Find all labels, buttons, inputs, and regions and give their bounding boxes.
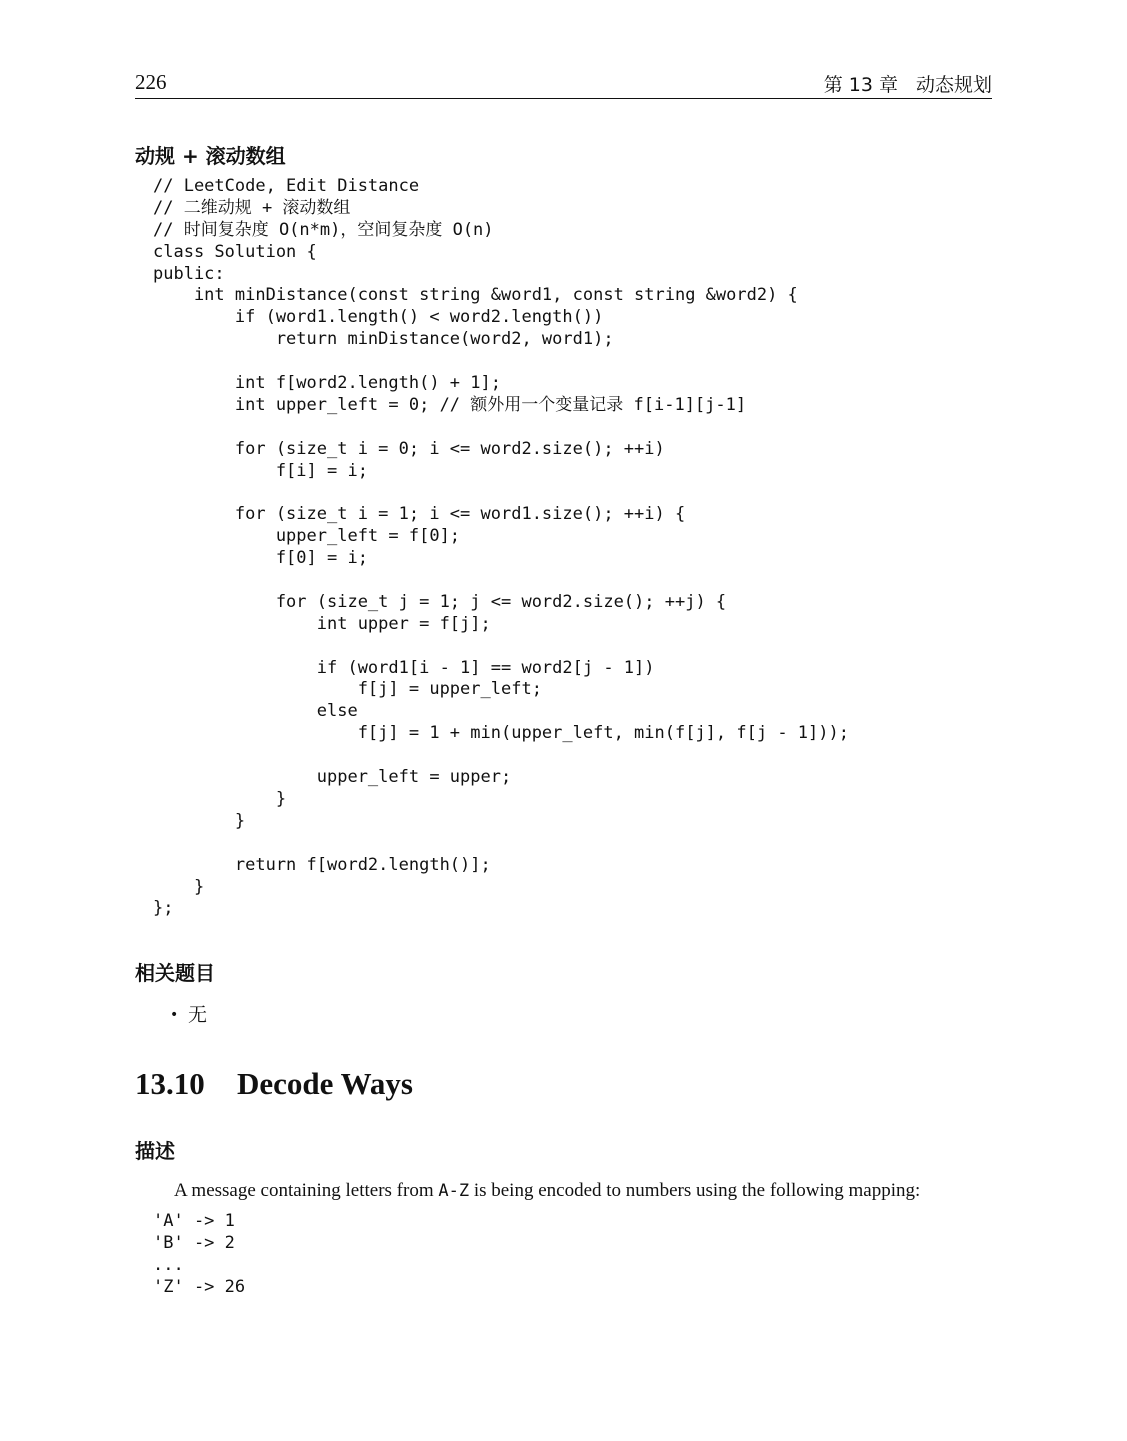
code-line: if (word1.length() < word2.length()): [153, 307, 604, 328]
code-line: [153, 833, 849, 855]
description-paragraph: [174, 1180, 920, 1202]
code-line: [153, 745, 849, 767]
code-line: // 时间复杂度 O(n*m)，空间复杂度 O(n): [153, 219, 494, 240]
code-line: }: [153, 876, 205, 897]
section-heading-rolling-array: 动规 + 滚动数组: [135, 144, 286, 168]
code-line: for (size_t i = 1; i <= word1.size(); ++i) {: [153, 504, 686, 525]
chapter-label: [824, 70, 992, 97]
code-line: public:: [153, 263, 225, 284]
code-line: // 二维动规 + 滚动数组: [153, 197, 351, 218]
code-line: 'Z' -> 26: [153, 1276, 246, 1297]
related-problems-list: [170, 1000, 207, 1027]
paragraph-inline-code: A-Z: [438, 1181, 470, 1201]
page-number: 226: [135, 70, 167, 94]
code-line: for (size_t j = 1; j <= word2.size(); ++j) {: [153, 591, 727, 612]
code-line: int minDistance(const string &word1, const string &word2) {: [153, 285, 798, 306]
page-header: [135, 68, 992, 99]
code-line: [153, 417, 849, 439]
related-problems-heading: 相关题目: [135, 961, 215, 985]
code-line: f[j] = 1 + min(upper_left, min(f[j], f[j - 1]));: [153, 723, 849, 744]
code-line: ...: [153, 1254, 184, 1275]
code-line: }: [153, 810, 246, 831]
code-line: upper_left = f[0];: [153, 526, 461, 547]
code-line: return minDistance(word2, word1);: [153, 329, 614, 350]
code-line: 'A' -> 1: [153, 1211, 235, 1231]
code-line: if (word1[i - 1] == word2[j - 1]): [153, 657, 655, 678]
bullet-icon: •: [170, 1007, 179, 1023]
section-title: [135, 1066, 413, 1102]
section-number: 13.10: [135, 1066, 205, 1101]
code-line: f[0] = i;: [153, 548, 368, 569]
code-line: f[j] = upper_left;: [153, 679, 542, 700]
code-line: upper_left = upper;: [153, 767, 512, 788]
code-line: [153, 570, 849, 592]
code-line: for (size_t i = 0; i <= word2.size(); ++i): [153, 438, 665, 459]
code-line: int upper_left = 0; // 额外用一个变量记录 f[i-1][j-1]: [153, 394, 747, 415]
list-item-text: 无: [188, 1004, 208, 1026]
code-line: [153, 636, 849, 658]
paragraph-text-after: is being encoded to numbers using the following mapping:: [469, 1180, 921, 1201]
code-line: [153, 482, 849, 504]
code-line: };: [153, 898, 174, 919]
code-line: else: [153, 701, 358, 722]
code-line: int upper = f[j];: [153, 613, 491, 634]
code-block-mapping: [153, 1211, 245, 1299]
chapter-number: 第 13 章: [823, 74, 898, 96]
code-line: class Solution {: [153, 241, 317, 262]
code-line: [153, 351, 849, 373]
paragraph-text-before: A message containing letters from: [174, 1180, 439, 1201]
code-line: int f[word2.length() + 1];: [153, 373, 501, 394]
description-heading: 描述: [135, 1139, 175, 1163]
code-block-edit-distance: [153, 176, 849, 920]
list-item: [170, 1000, 207, 1027]
code-line: // LeetCode, Edit Distance: [153, 176, 420, 196]
code-line: 'B' -> 2: [153, 1232, 235, 1253]
code-line: }: [153, 788, 287, 809]
code-line: return f[word2.length()];: [153, 854, 491, 875]
section-name: Decode Ways: [237, 1066, 413, 1101]
chapter-title: 动态规划: [915, 74, 992, 96]
code-line: f[i] = i;: [153, 460, 368, 481]
